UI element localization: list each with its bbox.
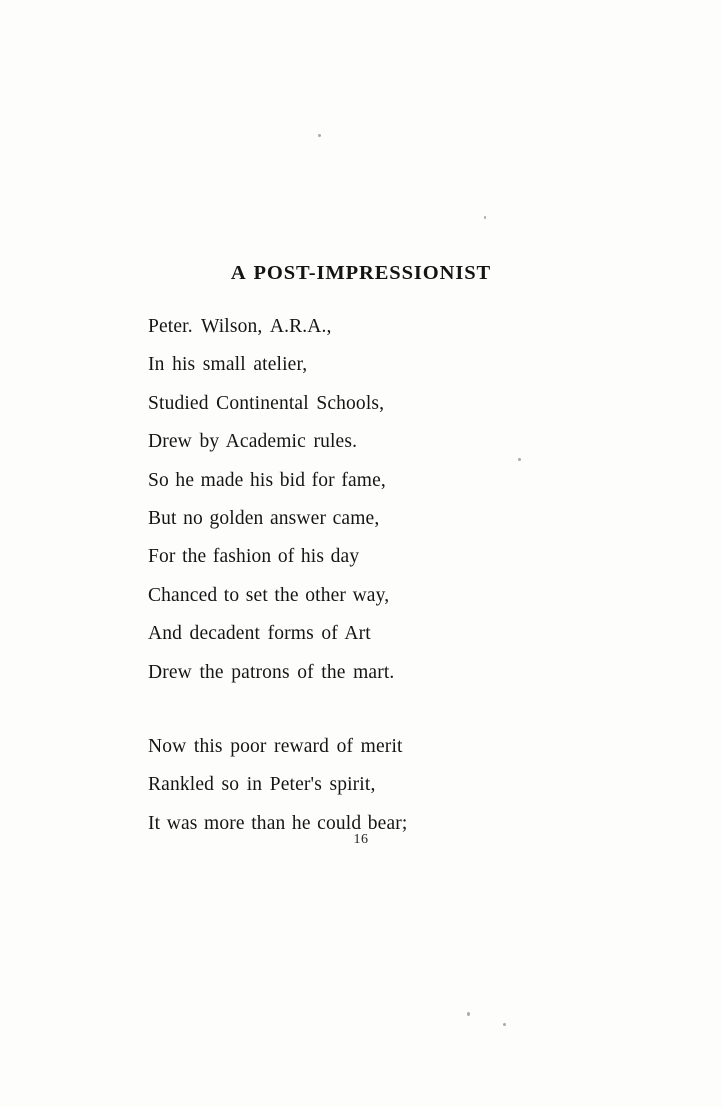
- poem-line: Now this poor reward of merit: [148, 736, 403, 758]
- page-speck-icon: [503, 1023, 506, 1026]
- poem-line: It was more than he could bear;: [148, 812, 408, 834]
- poem-line: Peter. Wilson, A.R.A.,: [148, 316, 332, 337]
- poem-line: So he made his bid for fame,: [148, 469, 386, 491]
- poem-line: And decadent forms of Art: [148, 623, 371, 645]
- page-number: 16: [353, 832, 369, 847]
- poem-line: Studied Continental Schools,: [148, 392, 385, 414]
- poem-line: Drew the patrons of the mart.: [148, 661, 395, 683]
- poem-line: Drew by Academic rules.: [148, 431, 358, 453]
- stanza: [148, 308, 518, 692]
- page-title: A POST-IMPRESSIONIST: [230, 261, 492, 284]
- stanza: [148, 728, 518, 843]
- poem-body: [148, 308, 518, 843]
- page-speck-icon: [518, 458, 521, 461]
- poem-line: Rankled so in Peter's spirit,: [148, 774, 376, 796]
- page-speck-icon: [484, 216, 486, 219]
- poem-line: But no golden answer came,: [148, 508, 380, 530]
- page-speck-icon: [318, 134, 321, 137]
- poem-line: In his small atelier,: [148, 354, 308, 376]
- page-speck-icon: [467, 1012, 470, 1016]
- poem-line: Chanced to set the other way,: [148, 584, 390, 606]
- poem-line: For the fashion of his day: [148, 546, 360, 568]
